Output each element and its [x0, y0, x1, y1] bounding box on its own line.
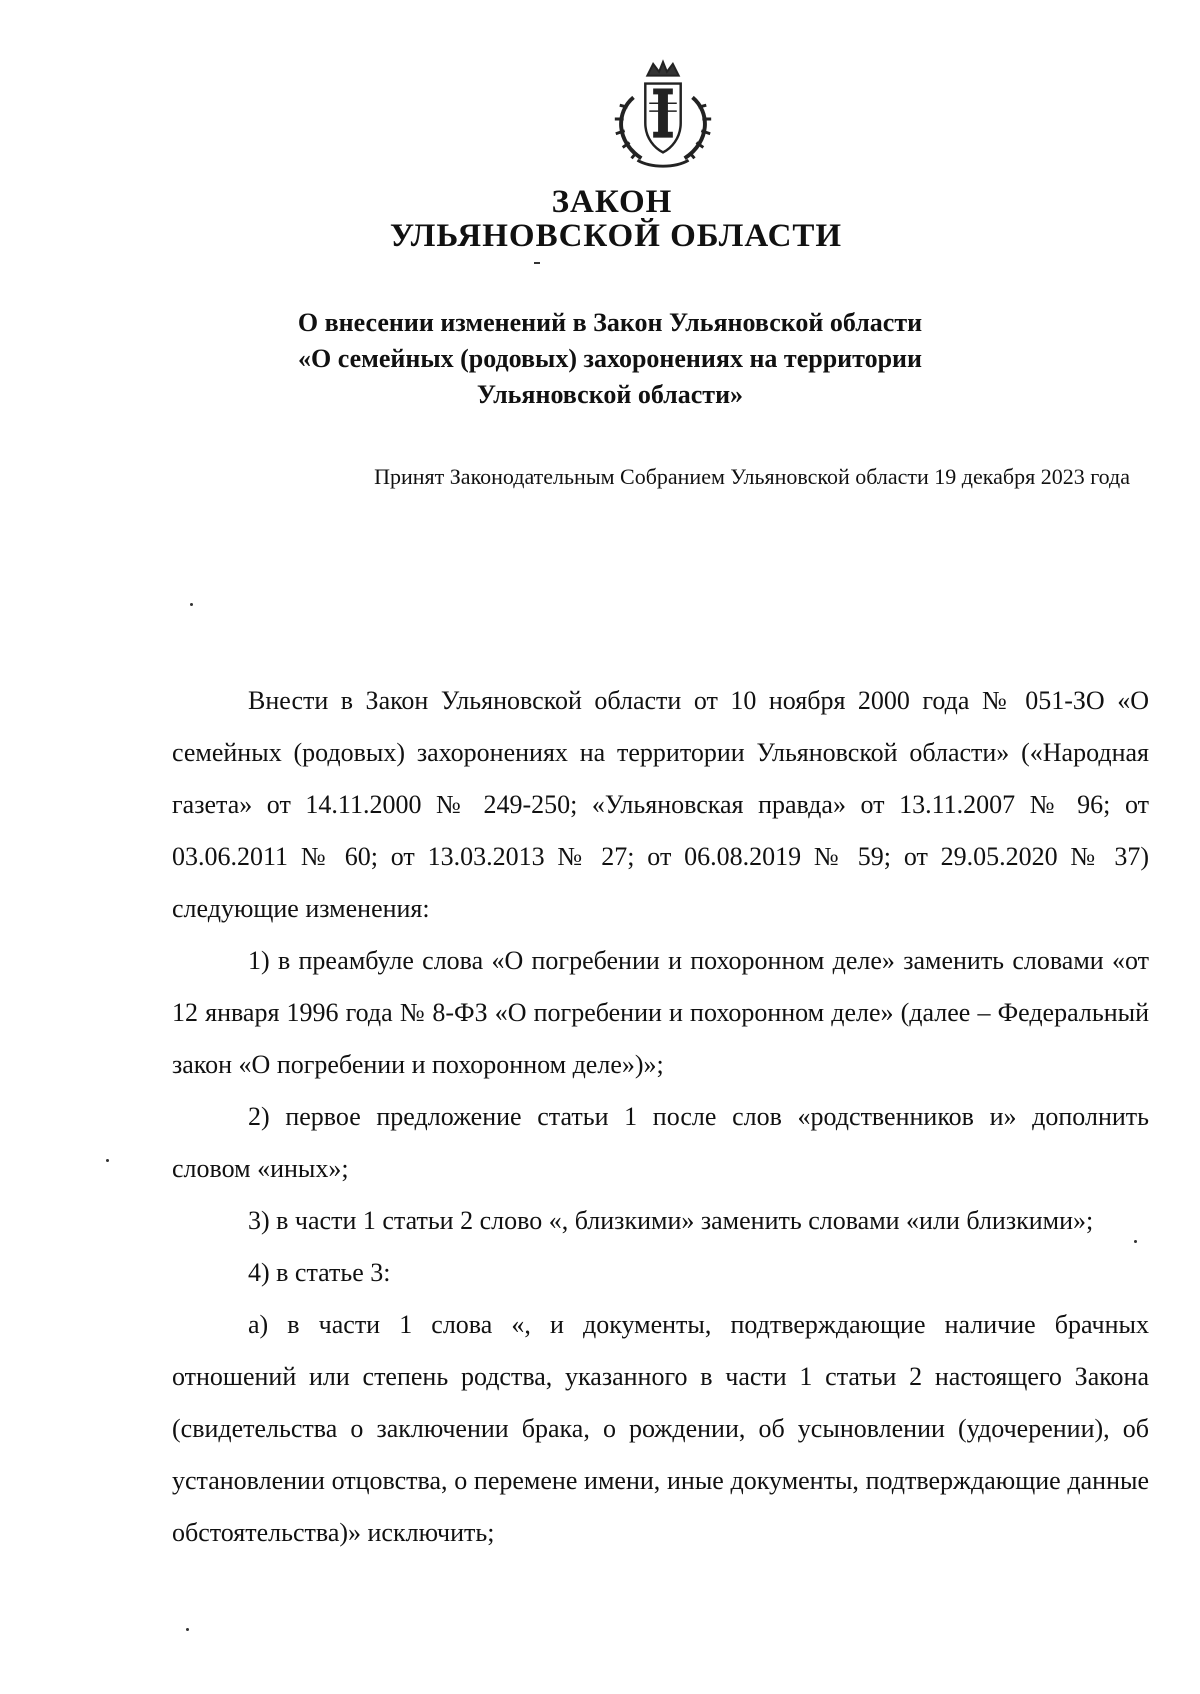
subtitle-line: Ульяновской области»: [476, 380, 744, 409]
intro-paragraph: Внести в Закон Ульяновской области от 10 ноября 2000 года № 051-ЗО «О семейных (родовых) захоронениях на территории Ульяновской области» («Народная газета» от 14.11.2000 № 249-250; «Ульяновская правда» от 13.11.2007 № 96; от 03.06.2011 № 60; от 13.03.2013 № 27; от 06.08.2019 № 59; от 29.05.2020 № 37) следующие изменения:: [172, 686, 1149, 923]
coat-of-arms-icon: [604, 58, 722, 176]
amendment-item-1: 1) в преамбуле слова «О погребении и похоронном деле» заменить словами «от 12 января 1996 года № 8-ФЗ «О погребении и похоронном деле» (далее – Федеральный закон «О погребении и похоронном деле»)»;: [172, 946, 1149, 1079]
adoption-note: Принят Законодательным Собранием Ульяновской области 19 декабря 2023 года: [374, 464, 1130, 489]
law-region-title: УЛЬЯНОВСКОЙ ОБЛАСТИ: [389, 218, 843, 254]
amendment-item-4: 4) в статье 3:: [248, 1258, 391, 1287]
subtitle-line: «О семейных (родовых) захоронениях на территории: [297, 344, 922, 373]
amendment-item-2: 2) первое предложение статьи 1 после слов «родственников и» дополнить словом «иных»;: [172, 1102, 1149, 1183]
scan-speck: [106, 1159, 109, 1162]
amendment-item-3: 3) в части 1 статьи 2 слово «, близкими» заменить словами «или близкими»;: [248, 1206, 1094, 1235]
law-title: ЗАКОН: [551, 184, 673, 220]
scan-speck: [186, 1628, 189, 1631]
subtitle-line: О внесении изменений в Закон Ульяновской области: [297, 308, 923, 337]
scan-speck: [534, 262, 540, 264]
law-body: [172, 675, 1149, 1559]
law-subtitle: [0, 305, 1200, 413]
amendment-item-4a: а) в части 1 слова «, и документы, подтверждающие наличие брачных отношений или степень родства, указанного в части 1 статьи 2 настоящего Закона (свидетельства о заключении брака, о рождении, об усыновлении (удочерении), об установлении отцовства, о перемене имени, иные документы, подтверждающие данные обстоятельства)» исключить;: [172, 1310, 1149, 1547]
scan-speck: [190, 603, 193, 606]
scan-speck: [1134, 1240, 1137, 1243]
